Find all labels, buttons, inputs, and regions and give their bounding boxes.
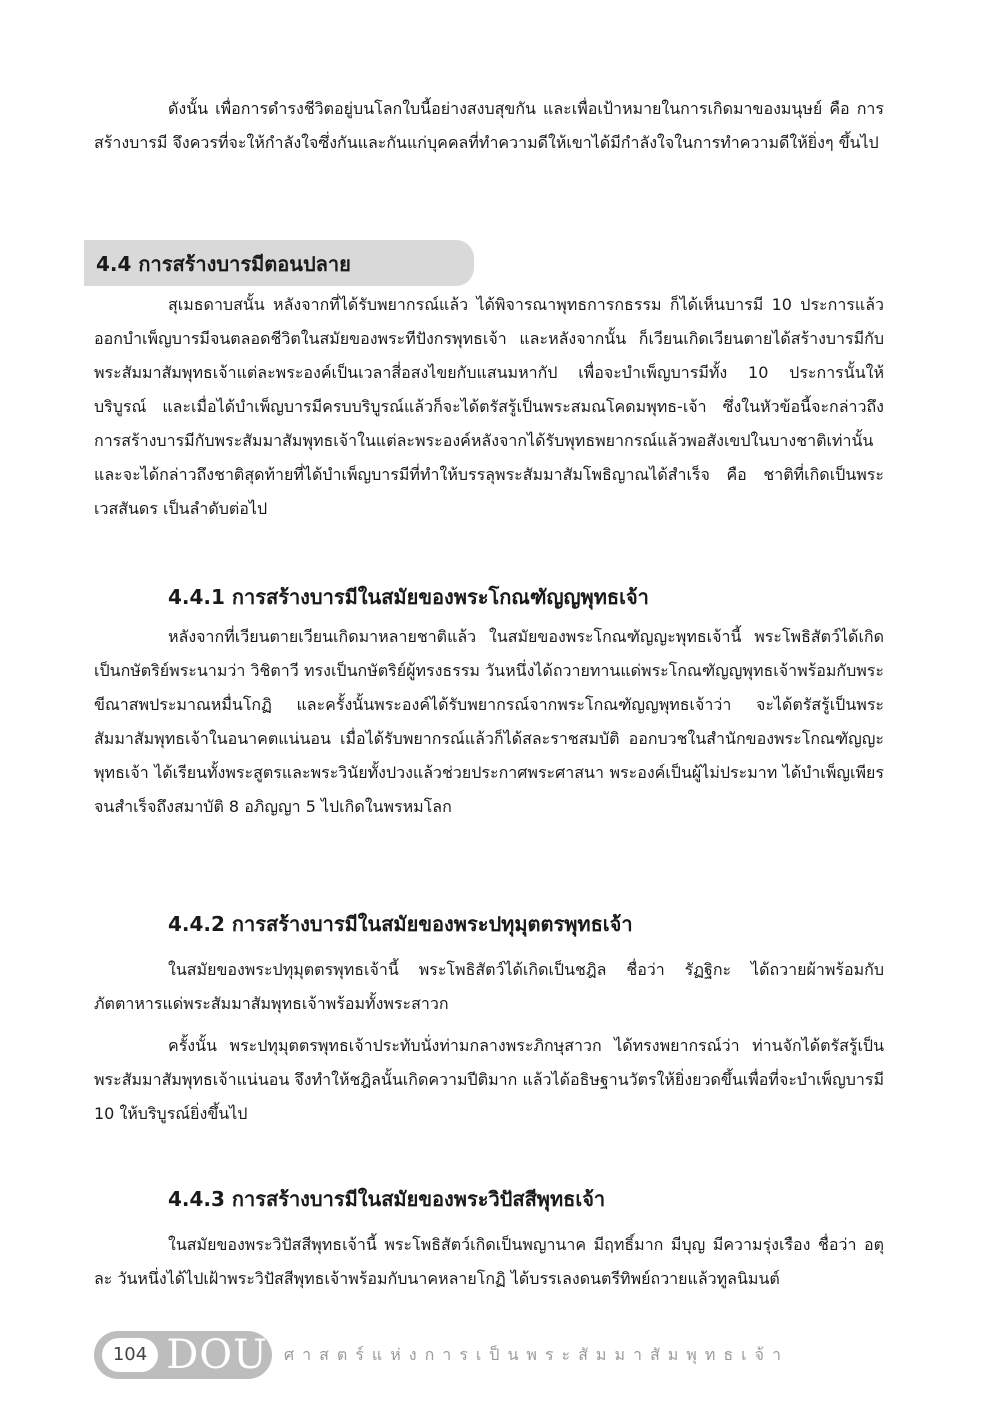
section-4-4-3-title: 4.4.3 การสร้างบารมีในสมัยของพระวิปัสสีพุทธเจ้า bbox=[168, 1187, 606, 1211]
section-4-4-1-paragraph: หลังจากที่เวียนตายเวียนเกิดมาหลายชาติแล้ว ในสมัยของพระโกณฑัญญะพุทธเจ้านี้ พระโพธิสัตว์ได้เกิดเป็นกษัตริย์พระนามว่า วิชิตาวี ทรงเป็นกษัตริย์ผู้ทรงธรรม วันหนึ่งได้ถวายทานแด่พระโกณฑัญญพุทธเจ้าพร้อมกับพระขีณาสพประมาณหมื่นโกฏิ และครั้งนั้นพระองค์ได้รับพยากรณ์จากพระโกณฑัญญพุทธเจ้าว่า จะได้ตรัสรู้เป็นพระสัมมาสัมพุทธเจ้าในอนาคตแน่นอน เมื่อได้รับพยากรณ์แล้วก็ได้สละราชสมบัติ ออกบวชในสำนักของพระโกณฑัญญะพุทธเจ้า ได้เรียนทั้งพระสูตรและพระวินัยทั้งปวงแล้วช่วยประกาศพระศาสนา พระองค์เป็นผู้ไม่ประมาท ได้บำเพ็ญเพียรจนสำเร็จถึงสมาบัติ 8 อภิญญา 5 ไปเกิดในพรหมโลก bbox=[94, 627, 884, 816]
footer-book-title: ศาสตร์แห่งการเป็นพระสัมมาสัมพุทธเจ้า bbox=[284, 1345, 789, 1364]
section-4-4-2-paragraph-2: ครั้งนั้น พระปทุมุตตรพุทธเจ้าประทับนั่งท่ามกลางพระภิกษุสาวก ได้ทรงพยากรณ์ว่า ท่านจักได้ตรัสรู้เป็นพระสัมมาสัมพุทธเจ้าแน่นอน จึงทำให้ชฎิลนั้นเกิดความปีติมาก แล้วได้อธิษฐานวัตรให้ยิ่งยวดขึ้นเพื่อที่จะบำเพ็ญบารมี 10 ให้บริบูรณ์ยิ่งขึ้นไป bbox=[94, 1036, 884, 1123]
section-4-4-2-title: 4.4.2 การสร้างบารมีในสมัยของพระปทุมุตตรพุทธเจ้า bbox=[168, 912, 633, 936]
intro-paragraph: ดังนั้น เพื่อการดำรงชีวิตอยู่บนโลกใบนี้อย่างสงบสุขกัน และเพื่อเป้าหมายในการเกิดมาของมนุษย์ คือ การสร้างบารมี จึงควรที่จะให้กำลังใจซึ่งกันและกันแก่บุคคลที่ทำความดีให้เขาได้มีกำลังใจในการทำความดีให้ยิ่งๆ ขึ้นไป bbox=[94, 99, 884, 152]
section-4-4-paragraph: สุเมธดาบสนั้น หลังจากที่ได้รับพยากรณ์แล้ว ได้พิจารณาพุทธการกธรรม ก็ได้เห็นบารมี 10 ประการแล้ว ออกบำเพ็ญบารมีจนตลอดชีวิตในสมัยของพระทีปังกรพุทธเจ้า และหลังจากนั้น ก็เวียนเกิดเวียนตายได้สร้างบารมีกับพระสัมมาสัมพุทธเจ้าแต่ละพระองค์เป็นเวลาสี่อสงไขยกับแสนมหากัป เพื่อจะบำเพ็ญบารมีทั้ง 10 ประการนั้นให้บริบูรณ์ และเมื่อได้บำเพ็ญบารมีครบบริบูรณ์แล้วก็จะได้ตรัสรู้เป็นพระสมณโคดมพุทธ-เจ้า ซึ่งในหัวข้อนี้จะกล่าวถึงการสร้างบารมีกับพระสัมมาสัมพุทธเจ้าในแต่ละพระองค์หลังจากได้รับพุทธพยากรณ์แล้วพอสังเขปในบางชาติเท่านั้น และจะได้กล่าวถึงชาติสุดท้ายที่ได้บำเพ็ญบารมีที่ทำให้บรรลุพระสัมมาสัมโพธิญาณได้สำเร็จ คือ ชาติที่เกิดเป็นพระเวสสันดร เป็นลำดับต่อไป bbox=[94, 295, 884, 518]
dou-logo: DOU bbox=[166, 1332, 268, 1378]
section-4-4-3-paragraph: ในสมัยของพระวิปัสสีพุทธเจ้านี้ พระโพธิสัตว์เกิดเป็นพญานาค มีฤทธิ์มาก มีบุญ มีความรุ่งเรือง ชื่อว่า อตุละ วันหนึ่งได้ไปเฝ้าพระวิปัสสีพุทธเจ้าพร้อมกับนาคหลายโกฏิ ได้บรรเลงดนตรีทิพย์ถวายแล้วทูลนิมนต์ bbox=[94, 1235, 884, 1288]
section-4-4-title: 4.4 การสร้างบารมีตอนปลาย bbox=[96, 252, 351, 276]
section-4-4-2-paragraph-1: ในสมัยของพระปทุมุตตรพุทธเจ้านี้ พระโพธิสัตว์ได้เกิดเป็นชฎิล ชื่อว่า รัฏฐิกะ ได้ถวายผ้าพร้อมกับภัตตาหารแด่พระสัมมาสัมพุทธเจ้าพร้อมทั้งพระสาวก bbox=[94, 960, 884, 1013]
page-number: 104 bbox=[102, 1338, 158, 1372]
footer-badge bbox=[94, 1331, 272, 1379]
page-footer bbox=[94, 1331, 894, 1379]
section-4-4-1-title: 4.4.1 การสร้างบารมีในสมัยของพระโกณฑัญญพุทธเจ้า bbox=[168, 585, 649, 609]
